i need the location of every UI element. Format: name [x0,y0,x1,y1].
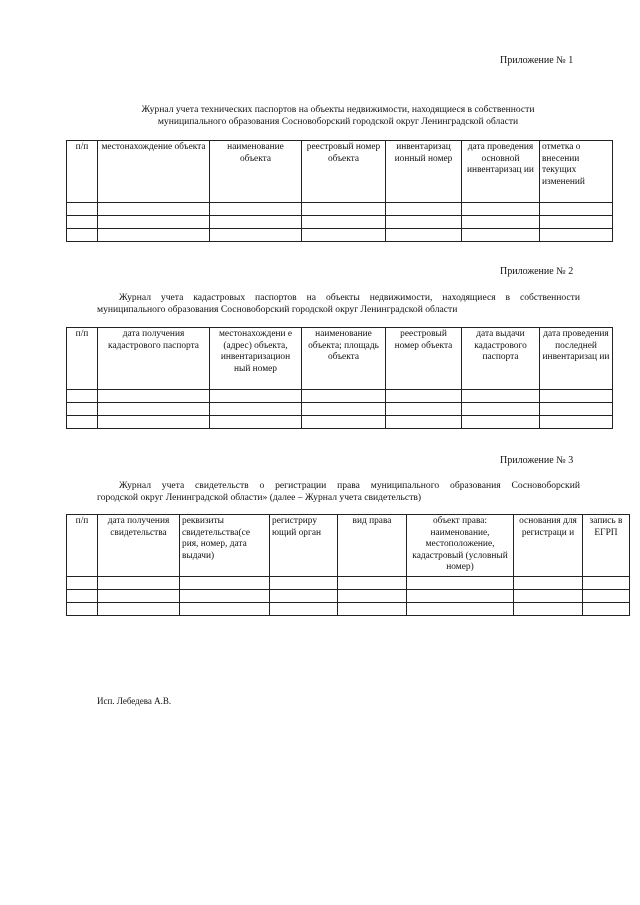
appendix-2-label: Приложение № 2 [500,266,574,277]
header-cell: местонахождени е (адрес) объекта, инвентаризацион ный номер [210,328,302,390]
header-cell: отметка о внесении текущих изменений [540,141,613,203]
table-row [67,403,613,416]
appendix-3-label: Приложение № 3 [500,455,574,466]
journal-2-header-row [67,328,613,390]
header-cell: дата получения кадастрового паспорта [98,328,210,390]
journal-1-title-line1: Журнал учета технических паспортов на объекты недвижимости, находящиеся в собственности [141,104,535,115]
journal-2-title-line1: Журнал учета кадастровых паспортов на объекты недвижимости, находящиеся в собственности [119,292,580,303]
header-cell: реквизиты свидетельства(се рия, номер, дата выдачи) [180,515,270,577]
journal-3-title [97,480,580,504]
journal-2-table [66,327,613,429]
header-cell: дата получения свидетельства [98,515,180,577]
header-cell: наименование объекта [210,141,302,203]
header-cell: реестровый номер объекта [386,328,462,390]
journal-1-title [90,104,586,128]
header-cell: инвентаризац ионный номер [386,141,462,203]
journal-3-title-line1: Журнал учета свидетельств о регистрации права муниципального образования Сосновоборский [119,480,580,491]
table-row [67,390,613,403]
table-row [67,603,630,616]
header-cell: п/п [67,141,98,203]
author-note: Исп. Лебедева А.В. [97,696,172,706]
appendix-1-label: Приложение № 1 [500,55,574,66]
header-cell: дата проведения основной инвентаризац ии [462,141,540,203]
header-cell: п/п [67,328,98,390]
header-cell: вид права [338,515,407,577]
header-cell: дата проведения последней инвентаризац ии [540,328,613,390]
table-row [67,203,613,216]
header-cell: реестровый номер объекта [302,141,386,203]
header-cell: запись в ЕГРП [583,515,630,577]
table-row [67,229,613,242]
journal-2-title [97,292,580,316]
journal-1-table [66,140,613,242]
header-cell: регистриру ющий орган [270,515,338,577]
table-row [67,590,630,603]
table-row [67,416,613,429]
table-row [67,216,613,229]
table-row [67,577,630,590]
header-cell: наименование объекта; площадь объекта [302,328,386,390]
journal-1-header-row [67,141,613,203]
header-cell: объект права: наименование, местоположение, кадастровый (условный номер) [407,515,514,577]
journal-1-title-line2: муниципального образования Сосновоборский городской округ Ленинградской области [157,116,519,127]
header-cell: основания для регистраци и [514,515,583,577]
journal-3-table [66,514,630,616]
header-cell: п/п [67,515,98,577]
journal-3-title-line2: городской округ Ленинградской области» (далее – Журнал учета свидетельств) [97,492,422,503]
journal-3-header-row [67,515,630,577]
journal-2-title-line2: муниципального образования Сосновоборский городской округ Ленинградской области [97,304,458,315]
header-cell: дата выдачи кадастрового паспорта [462,328,540,390]
header-cell: местонахождение объекта [98,141,210,203]
